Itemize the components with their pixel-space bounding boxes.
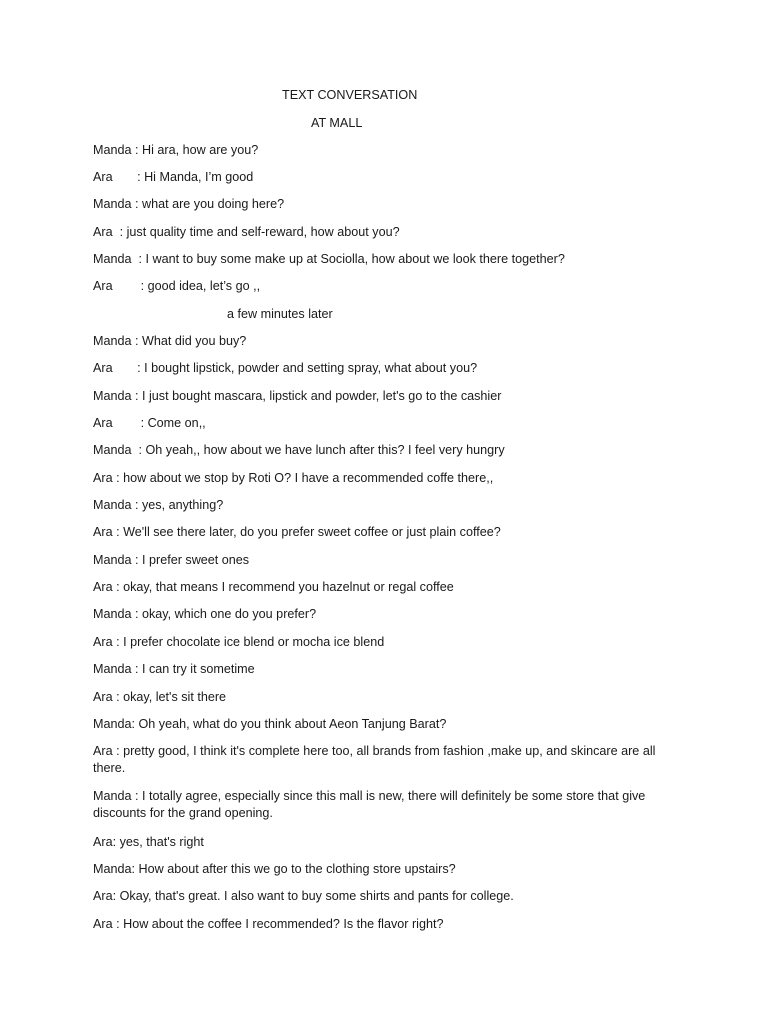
dialogue-line: Manda: Oh yeah, what do you think about Aeon Tanjung Barat?	[93, 717, 447, 731]
dialogue-line: Ara : how about we stop by Roti O? I have a recommended coffe there,,	[93, 471, 494, 485]
dialogue-line: Ara : We'll see there later, do you prefer sweet coffee or just plain coffee?	[93, 525, 501, 539]
dialogue-line: Ara : How about the coffee I recommended? Is the flavor right?	[93, 917, 444, 931]
dialogue-line: Ara : Hi Manda, I’m good	[93, 170, 254, 184]
dialogue-line: Manda : Oh yeah,, how about we have lunch after this? I feel very hungry	[93, 443, 505, 457]
dialogue-line: Ara : pretty good, I think it's complete here too, all brands from fashion ,make up, and skincare are all there.	[93, 744, 656, 775]
dialogue-line: Ara : okay, let's sit there	[93, 690, 227, 704]
document-subtitle: AT MALL	[311, 116, 363, 130]
dialogue-line: Manda : Hi ara, how are you?	[93, 143, 259, 157]
dialogue-line: Ara : okay, that means I recommend you hazelnut or regal coffee	[93, 580, 454, 594]
dialogue-line: Manda : I can try it sometime	[93, 662, 255, 676]
dialogue-line: Manda : what are you doing here?	[93, 197, 285, 211]
dialogue-line: Ara : Come on,,	[93, 416, 206, 430]
dialogue-line: Manda : I prefer sweet ones	[93, 553, 250, 567]
dialogue-line: Ara : I bought lipstick, powder and setting spray, what about you?	[93, 361, 478, 375]
document-title: TEXT CONVERSATION	[282, 88, 418, 102]
dialogue-line: Manda : I totally agree, especially since this mall is new, there will definitely be some store that give discounts for the grand opening.	[93, 789, 646, 820]
dialogue-line: Ara : just quality time and self-reward, how about you?	[93, 225, 400, 239]
dialogue-line: Manda: How about after this we go to the clothing store upstairs?	[93, 862, 456, 876]
dialogue-line: Manda : I just bought mascara, lipstick and powder, let's go to the cashier	[93, 389, 502, 403]
dialogue-line: Ara: Okay, that's great. I also want to buy some shirts and pants for college.	[93, 889, 514, 903]
dialogue-line: Manda : yes, anything?	[93, 498, 224, 512]
dialogue-line: Manda : okay, which one do you prefer?	[93, 607, 317, 621]
dialogue-line: Manda : I want to buy some make up at Sociolla, how about we look there together?	[93, 252, 565, 266]
dialogue-line: Ara: yes, that's right	[93, 835, 204, 849]
dialogue-line: Ara : I prefer chocolate ice blend or mocha ice blend	[93, 635, 385, 649]
scene-note: a few minutes later	[227, 307, 333, 321]
dialogue-line: Manda : What did you buy?	[93, 334, 247, 348]
dialogue-line: Ara : good idea, let’s go ,,	[93, 279, 261, 293]
